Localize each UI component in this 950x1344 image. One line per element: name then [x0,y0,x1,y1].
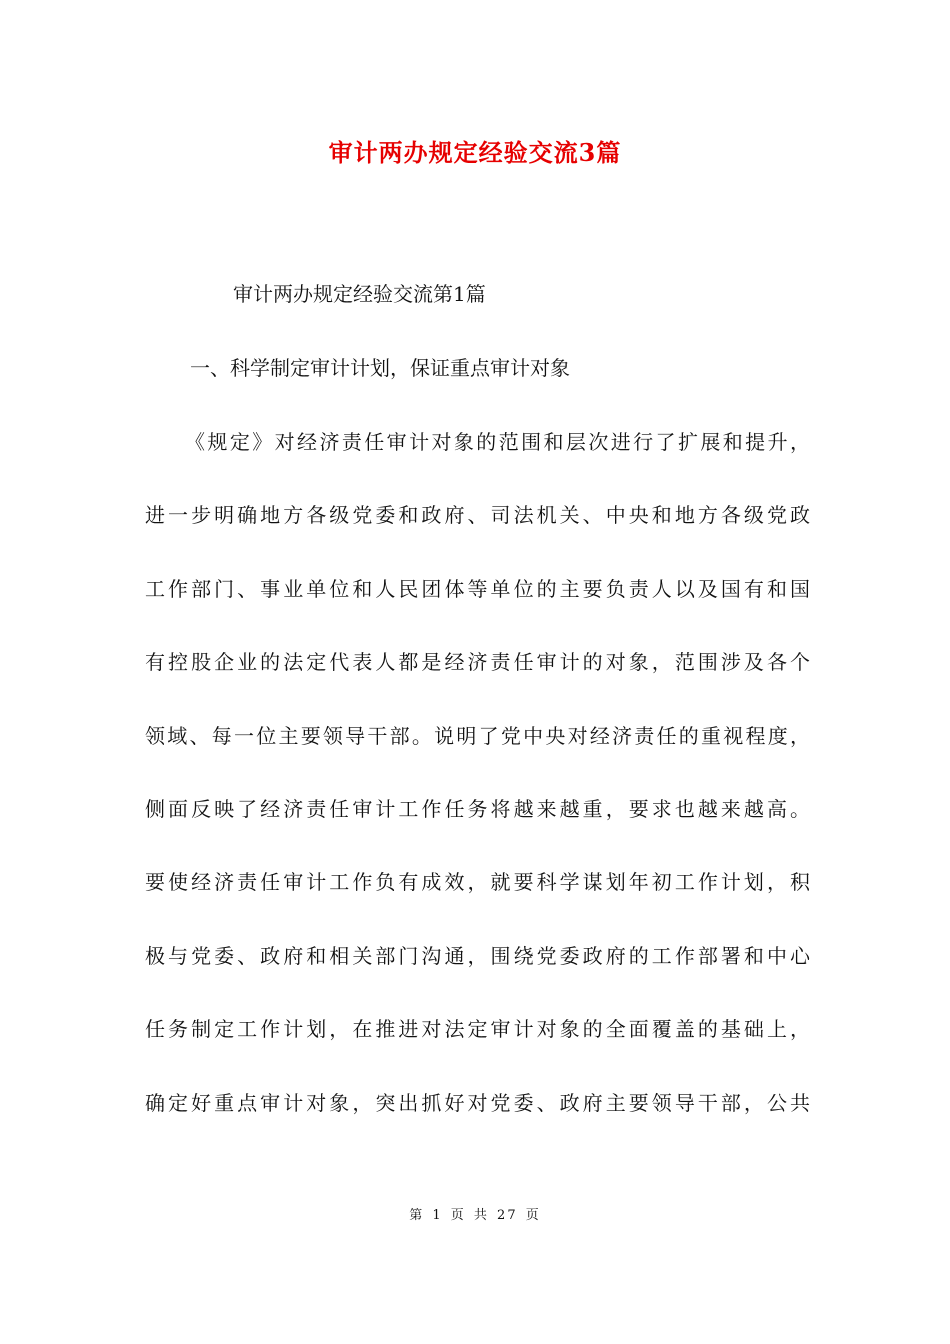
paragraph-line: 要使经济责任审计工作负有成效，就要科学谋划年初工作计划，积 [145,870,810,895]
paragraph-line: 进一步明确地方各级党委和政府、司法机关、中央和地方各级党政 [145,503,810,528]
page-number-footer: 第 1 页 共 27 页 [409,1208,541,1223]
paragraph-line: 确定好重点审计对象，突出抓好对党委、政府主要领导干部，公共 [145,1090,810,1115]
document-title: 审计两办规定经验交流3篇 [328,138,622,167]
heading-section-1: 一、科学制定审计计划，保证重点审计对象 [190,356,570,380]
paragraph-line: 极与党委、政府和相关部门沟通，围绕党委政府的工作部署和中心 [145,943,810,968]
paragraph-line: 任务制定工作计划，在推进对法定审计对象的全面覆盖的基础上， [145,1017,810,1042]
paragraph-line: 领域、每一位主要领导干部。说明了党中央对经济责任的重视程度， [145,723,810,748]
paragraph-line: 《规定》对经济责任审计对象的范围和层次进行了扩展和提升， [185,430,810,454]
paragraph-line: 有控股企业的法定代表人都是经济责任审计的对象，范围涉及各个 [145,650,810,675]
paragraph-line: 侧面反映了经济责任审计工作任务将越来越重，要求也越来越高。 [145,796,810,821]
paragraph-line: 工作部门、事业单位和人民团体等单位的主要负责人以及国有和国 [145,576,810,601]
section-title: 审计两办规定经验交流第1篇 [233,282,486,306]
body-paragraph [145,422,810,1156]
